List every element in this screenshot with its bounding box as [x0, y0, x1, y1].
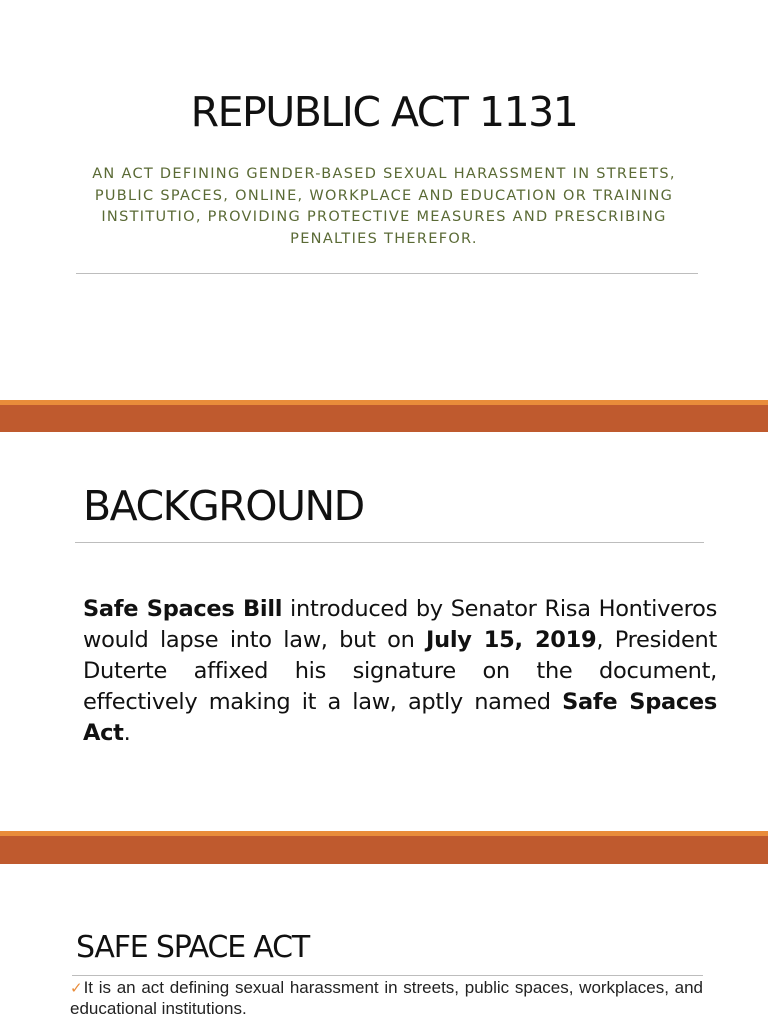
- slide-subtitle: AN ACT DEFINING GENDER-BASED SEXUAL HARASSMENT IN STREETS, PUBLIC SPACES, ONLINE, WORKPLACE AND EDUCATION OR TRAINING INSTITUTIO, PROVIDING PROTECTIVE MEASURES AND PRESCRIBING PENALTIES THEREFOR.: [92, 166, 676, 247]
- band-main-stripe: [0, 405, 768, 432]
- slide-title: [0, 0, 768, 400]
- paragraph-text: .: [123, 720, 131, 746]
- background-paragraph: [83, 594, 717, 749]
- slide-background: [0, 432, 768, 831]
- divider: [72, 975, 703, 976]
- slide-safe-space-act: [0, 864, 768, 1024]
- slide-title-heading: REPUBLIC ACT 1131: [190, 88, 578, 136]
- safe-space-act-heading: SAFE SPACE ACT: [76, 930, 309, 965]
- band-main-stripe: [0, 836, 768, 864]
- bullet-text: It is an act defining sexual harassment in streets, public spaces, workplaces, and educational institutions.: [70, 978, 703, 1018]
- checkmark-icon: ✓: [70, 980, 84, 997]
- divider: [75, 542, 704, 543]
- bullet-item: [70, 978, 703, 1019]
- bold-date: July 15, 2019: [426, 627, 597, 653]
- paragraph-text: introduced by Senator Risa Hontiveros would lapse into law, but on: [83, 596, 718, 653]
- bold-act-name: Safe Spaces Act: [83, 689, 717, 746]
- divider: [76, 273, 698, 274]
- bold-bill-name: Safe Spaces Bill: [83, 596, 283, 622]
- slide-separator-band: [0, 831, 768, 864]
- paragraph-text: , President Duterte affixed his signature on the document, effectively making it a law, aptly named: [83, 627, 717, 715]
- background-heading: BACKGROUND: [83, 482, 364, 530]
- slide-separator-band: [0, 400, 768, 432]
